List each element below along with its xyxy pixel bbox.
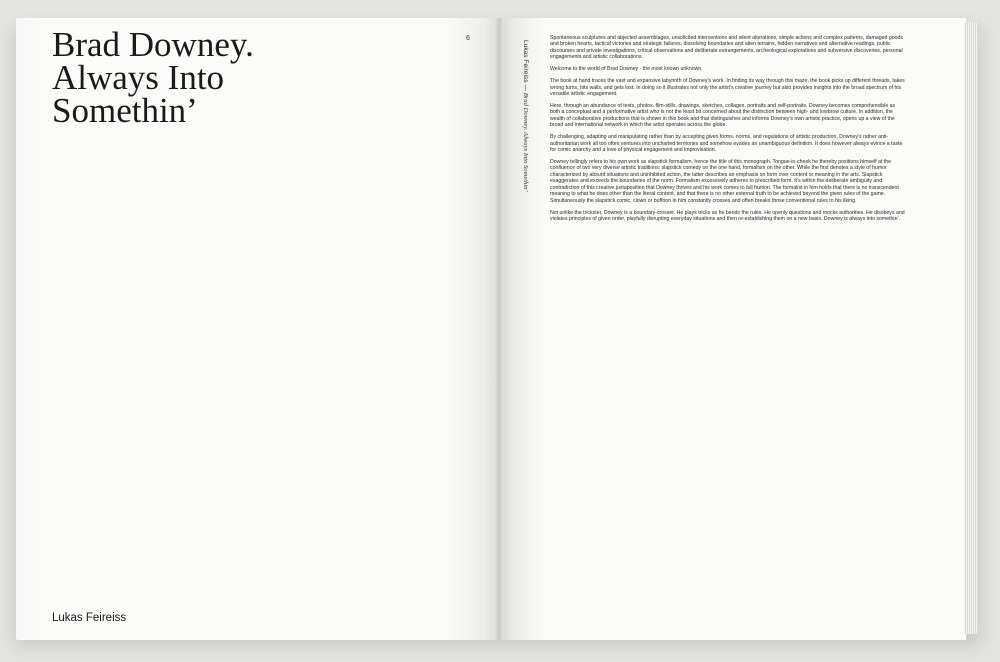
- running-head-title: Brad Downey. Always Into Somethin’: [522, 92, 529, 192]
- title-line: Somethin’: [52, 91, 198, 130]
- paragraph: Welcome to the world of Brad Downey - the most known unknown.: [550, 66, 703, 73]
- author-name: Lukas Feireiss: [52, 612, 127, 624]
- running-head: [522, 40, 529, 192]
- body-text: [550, 35, 905, 228]
- paragraph: Spontaneous sculptures and abjected assemblages, unsolicited interventions and silent alterations, simple actions and complex patterns, damaged goods and broken hearts, tactical victories and strategic failures, dissolving boundaries and alien terrains, hidden narratives and alternative readings, public discourses and private investigations, critical observations and deliberate estrangements, archeological explorations and subversive discoveries, personal engagements and artistic collaborations.: [550, 35, 903, 61]
- book-title: [52, 25, 452, 130]
- paragraph: Here, through an abundance of texts, photos, film-stills, drawings, sketches, collages, portraits and self-portraits, Downey becomes comprehensible as both a conceptual and a performative artist who is not the least bit concerned about the distinction between high- and lowbrow culture. In addition, the wealth of collaborative productions that is shown in this book and that distinguishes and informs Downey’s own artistic practice, opens up a view of the broad and international network in which the artist operates across the globe.: [550, 103, 896, 129]
- paragraph: Downey tellingly refers to his own work as slapstick formalism, hence the title of this monograph. Tongue-in-cheek he thereby positions himself at the confluence of two very diverse artistic traditions: slapstick comedy on the one hand, formalism on the other. While the first denotes a style of humor characterized by absurd situations and uninhibited action, the latter describes an emphasis on form over content or meaning in the arts. Slapstick exaggerates and exceeds the boundaries of the norm. Formalism excessively adheres to prescribed form. It’s within the deliberate ambiguity and contradiction of this creative juxtaposition that Downey thrives and his work comes to full fruition. The formalist in him holds that there is no transcendent meaning to what he does other than the literal content, and that there is no other external truth to be achieved beyond the given rules of the game. Simultaneously the slapstick comic, clown or buffoon in him constantly crosses and often breaks those conventional rules to his liking.: [550, 159, 899, 204]
- paragraph: By challenging, adapting and manipulating rather than by accepting given forms, norms, and regulations of artistic production, Downey’s rather anti-authoritarian work all too often ventures into uncharted territories and somehow evades an unambiguous definition. It does however always evince a taste for comic anarchy and a love of physical engagement and improvisation.: [550, 134, 903, 154]
- title-line: Brad Downey.: [52, 25, 254, 64]
- paragraph: The book at hand traces the vast and expansive labyrinth of Downey’s work. In finding its way through this maze, the book picks up different threads, takes wrong turns, hits walls, and gets lost. In doing so it illustrates not only the artist’s creative journey but also provides insights into the broad spectrum of his versatile artistic engagement.: [550, 78, 905, 98]
- running-head-author: Lukas Feireiss: [522, 40, 529, 83]
- running-head-separator: —: [522, 82, 529, 93]
- title-line: Always Into: [52, 58, 225, 97]
- page-edges: [964, 22, 978, 634]
- paragraph: Not unlike the trickster, Downey is a boundary-crosser. He plays tricks as he bends the rules. He openly questions and mocks authorities. He disobeys and violates principles of given order, playfully disrupting everyday situations and then re-establishing them on a new basis. Downey is always into somethin’.: [550, 209, 905, 222]
- page-number: 6: [466, 35, 470, 42]
- book-gutter: [494, 18, 504, 640]
